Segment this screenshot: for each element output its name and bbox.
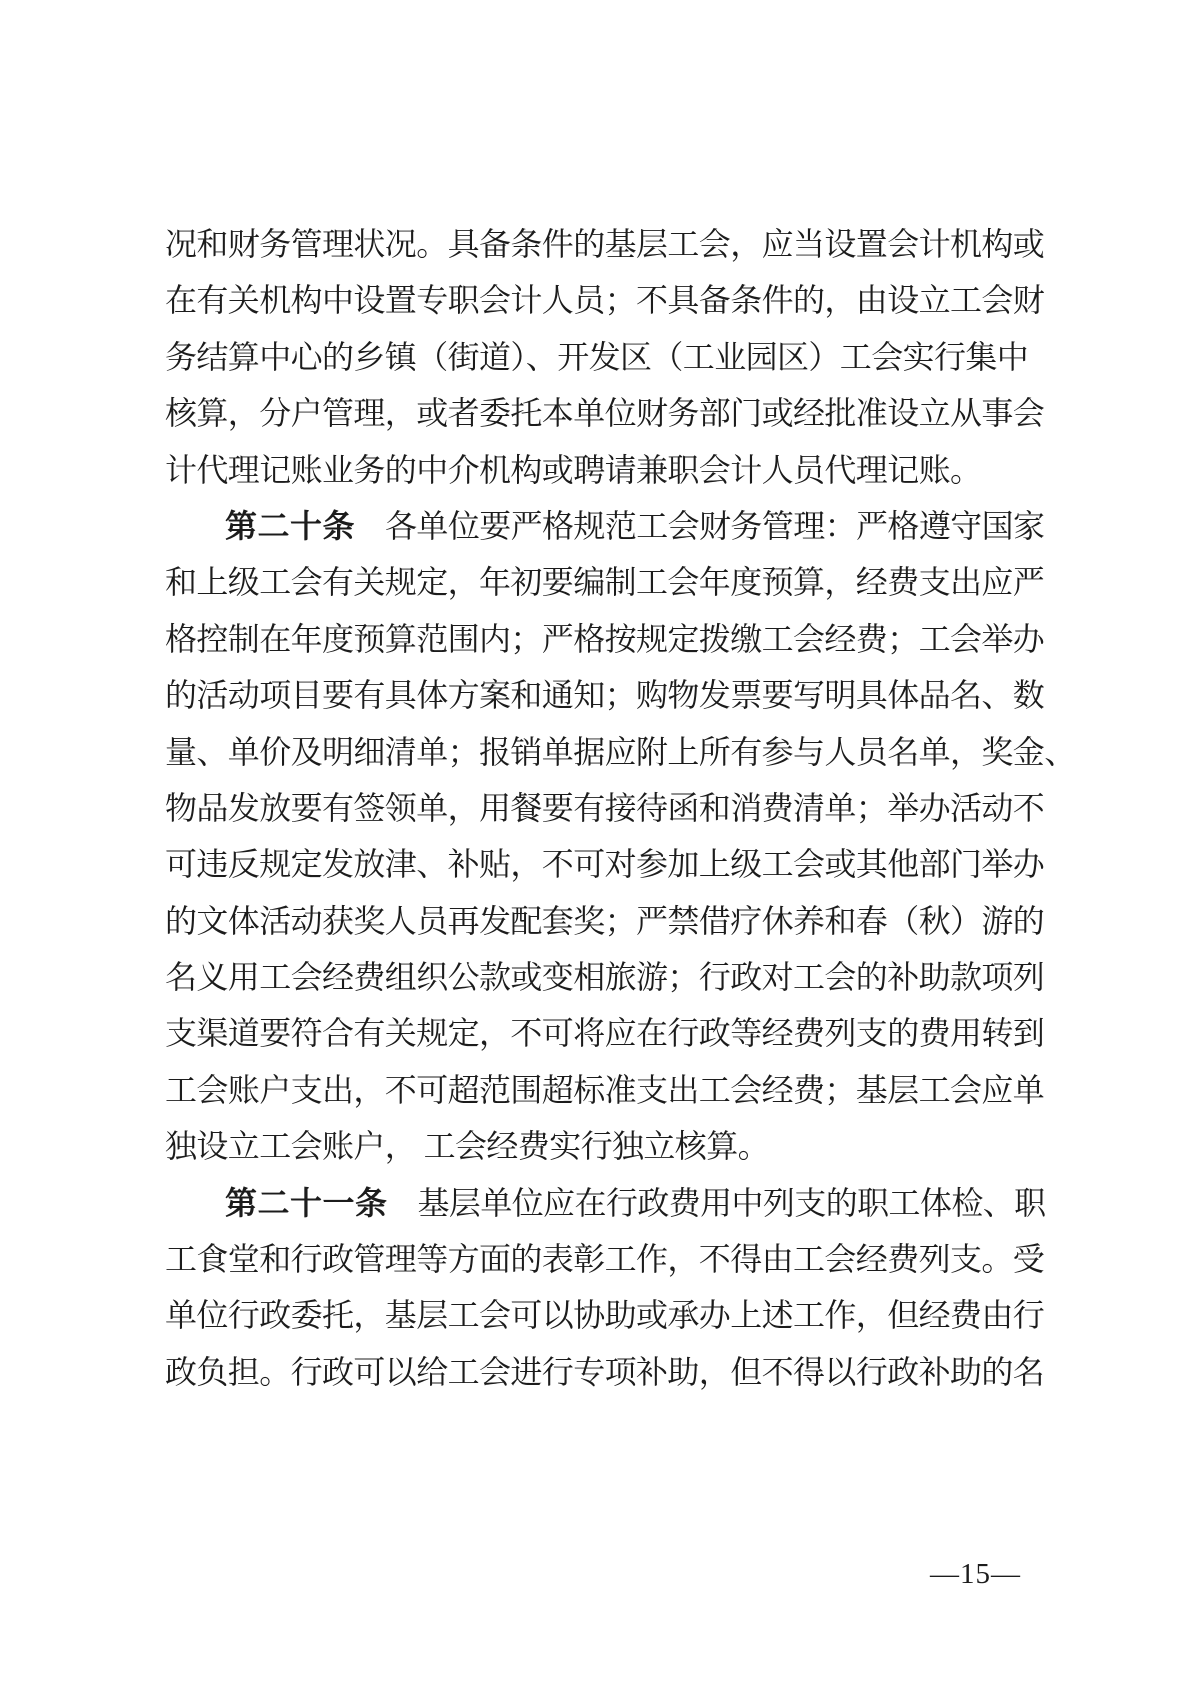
text-line: 务结算中心的乡镇（街道）、开发区（工业园区）工会实行集中 (165, 338, 1029, 375)
text-line: 的活动项目要有具体方案和通知；购物发票要写明具体品名、数 (165, 677, 1045, 714)
article-number: 第二十一条 (225, 1184, 388, 1221)
text-line: 工会账户支出，不可超范围超标准支出工会经费；基层工会应单 (165, 1071, 1045, 1108)
text-line: 量、单价及明细清单；报销单据应附上所有参与人员名单，奖金、 (165, 733, 1076, 770)
page-number: —15— (930, 1558, 1021, 1590)
text-line: 在有关机构中设置专职会计人员；不具备条件的，由设立工会财 (165, 282, 1045, 319)
text-lines (165, 216, 1076, 1400)
text-line: 独设立工会账户， 工会经费实行独立核算。 (165, 1128, 770, 1165)
text-line: 况和财务管理状况。具备条件的基层工会，应当设置会计机构或 (165, 226, 1045, 262)
text-line: 核算，分户管理，或者委托本单位财务部门或经批准设立从事会 (165, 395, 1045, 432)
text-line: 和上级工会有关规定，年初要编制工会年度预算，经费支出应严 (165, 564, 1045, 601)
article-number: 第二十条 (225, 507, 356, 544)
text-line: 名义用工会经费组织公款或变相旅游；行政对工会的补助款项列 (165, 959, 1045, 996)
text-line: 工食堂和行政管理等方面的表彰工作，不得由工会经费列支。受 (165, 1241, 1045, 1278)
text-line (165, 498, 1045, 554)
text-line: 政负担。行政可以给工会进行专项补助，但不得以行政补助的名 (165, 1353, 1045, 1390)
article-text: 各单位要严格规范工会财务管理：严格遵守国家 (385, 507, 1045, 544)
text-line: 格控制在年度预算范围内；严格按规定拨缴工会经费；工会举办 (165, 620, 1045, 657)
article-text: 基层单位应在行政费用中列支的职工体检、职 (417, 1184, 1046, 1221)
text-line: 可违反规定发放津、补贴，不可对参加上级工会或其他部门举办 (165, 846, 1045, 883)
text-line: 支渠道要符合有关规定，不可将应在行政等经费列支的费用转到 (165, 1015, 1045, 1052)
text-line: 计代理记账业务的中介机构或聘请兼职会计人员代理记账。 (165, 451, 982, 488)
text-line: 物品发放要有签领单，用餐要有接待函和消费清单；举办活动不 (165, 789, 1045, 826)
text-line: 单位行政委托，基层工会可以协助或承办上述工作，但经费由行 (165, 1297, 1045, 1334)
text-line (165, 1175, 1046, 1231)
text-line: 的文体活动获奖人员再发配套奖；严禁借疗休养和春（秋）游的 (165, 902, 1045, 939)
